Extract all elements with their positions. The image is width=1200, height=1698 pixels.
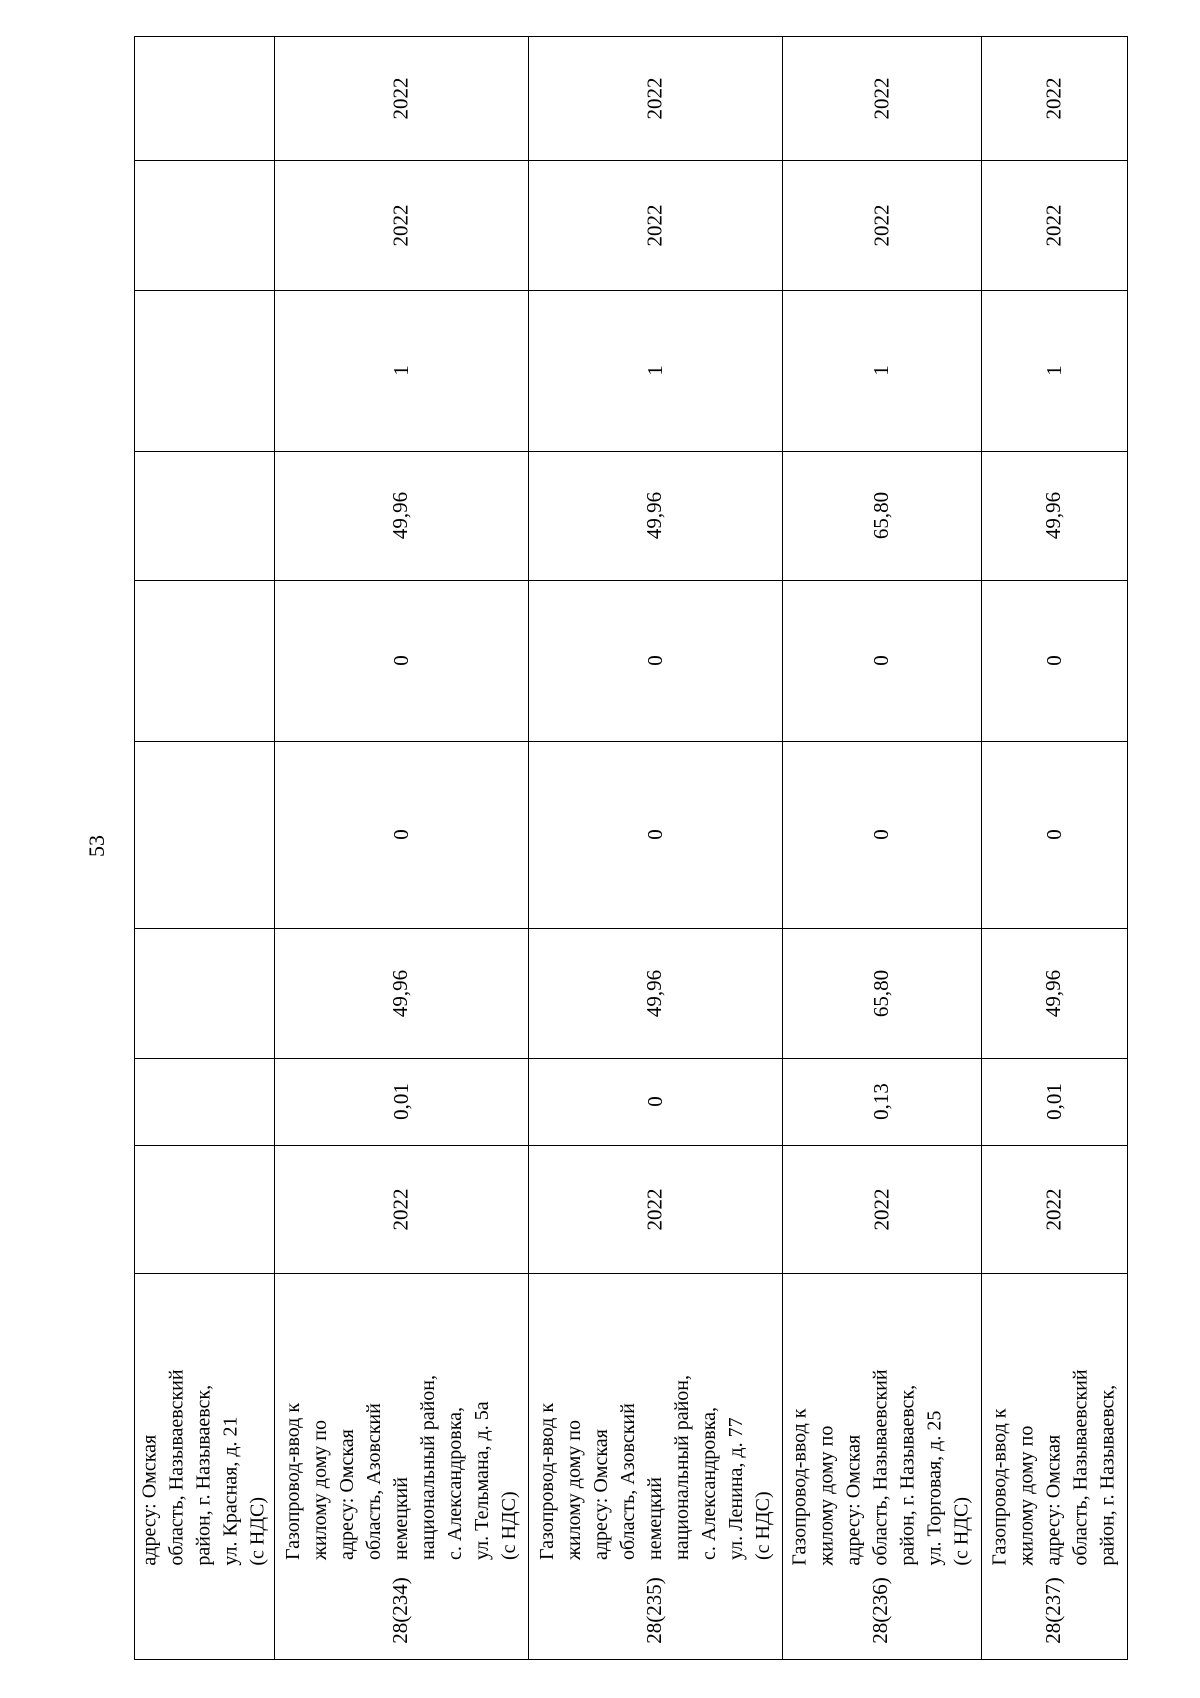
- row-id: 28(237): [1040, 1576, 1065, 1644]
- cell-value: [981, 451, 1127, 580]
- description-text: Газопровод-ввод к жилому дому по адресу: Омская область, Называевский район, г. Называевск, ул. Торговая, д. 25 (с НДС): [788, 1368, 973, 1566]
- description-text: Газопровод-ввод к жилому дому по адресу: Омская область, Азовский немецкий национальный район, с. Александровка, ул. Тельмана, д. 5а (с НДС): [281, 1374, 520, 1560]
- value-text: 49,96: [1041, 491, 1066, 540]
- year-text: 2022: [642, 77, 667, 120]
- cell-value: [782, 451, 981, 580]
- cell-value: [528, 928, 782, 1058]
- description-text: Газопровод-ввод к жилому дому по адресу: Омская область, Называевский район, г. Называевск,: [988, 1368, 1119, 1566]
- cell-value: [782, 1058, 981, 1145]
- cell-value: [274, 451, 528, 580]
- year-text: 2022: [642, 204, 667, 246]
- cell-value: [782, 580, 981, 741]
- cell-value: [782, 928, 981, 1058]
- cell-year: [981, 1145, 1127, 1273]
- cell-value: [981, 741, 1127, 928]
- year-text: 2022: [642, 1188, 667, 1230]
- value-text: 0: [642, 829, 667, 840]
- value-text: 65,80: [869, 969, 893, 1017]
- row-id: 28(236): [868, 1576, 892, 1644]
- value-text: 49,96: [388, 969, 413, 1017]
- description-text: адресу: Омская область, Называевский район, г. Называевск, ул. Красная, д. 21 (с НДС): [139, 1368, 270, 1566]
- cell-year: [274, 37, 528, 160]
- row-id-cell: [273, 1560, 527, 1660]
- cell-year: [528, 1145, 782, 1273]
- row-id-cell: [781, 1560, 980, 1660]
- cell-value: [981, 580, 1127, 741]
- value-text: 49,96: [388, 491, 413, 540]
- value-text: 65,80: [869, 491, 893, 540]
- cell-value: [274, 741, 528, 928]
- year-text: 2022: [1041, 77, 1066, 120]
- cell-value: [274, 1058, 528, 1145]
- value-text: 0: [388, 655, 413, 666]
- cell-year: [782, 160, 981, 290]
- cell-value: [528, 741, 782, 928]
- cell-year: [528, 160, 782, 290]
- year-text: 2022: [1041, 204, 1066, 246]
- value-text: 1: [869, 365, 893, 376]
- year-text: 2022: [869, 1188, 893, 1230]
- year-text: 2022: [869, 77, 893, 120]
- cell-year: [528, 37, 782, 160]
- value-text: 1: [1041, 365, 1066, 376]
- value-text: 0,01: [388, 1083, 413, 1120]
- value-text: 0: [388, 829, 413, 840]
- cell-year: [782, 37, 981, 160]
- cell-value: [981, 1058, 1127, 1145]
- cell-value: [981, 290, 1127, 451]
- value-text: 1: [642, 365, 667, 376]
- row-id: 28(234): [387, 1576, 412, 1644]
- cell-year: [981, 160, 1127, 290]
- cell-year: [782, 1145, 981, 1273]
- cell-value: [981, 928, 1127, 1058]
- value-text: 0: [869, 655, 893, 666]
- value-text: 0: [869, 829, 893, 840]
- description-text: Газопровод-ввод к жилому дому по адресу: Омская область, Азовский немецкий национальный район, с. Александровка, ул. Ленина, д. 77 (с НДС): [535, 1374, 774, 1560]
- page-number: 53: [84, 835, 109, 857]
- year-text: 2022: [1041, 1188, 1066, 1230]
- table-row-0-description: [135, 1273, 274, 1661]
- row-id-cell: [980, 1560, 1126, 1660]
- cell-value: [274, 290, 528, 451]
- value-text: 49,96: [642, 491, 667, 540]
- year-text: 2022: [869, 204, 893, 246]
- cell-value: [528, 451, 782, 580]
- value-text: 49,96: [1041, 969, 1066, 1017]
- value-text: 0: [642, 1096, 667, 1107]
- cell-value: [528, 290, 782, 451]
- value-text: 1: [388, 365, 413, 376]
- value-text: 0: [1041, 829, 1066, 840]
- value-text: 0,01: [1041, 1083, 1066, 1120]
- cell-year: [274, 160, 528, 290]
- cell-year: [274, 1145, 528, 1273]
- value-text: 0: [642, 655, 667, 666]
- year-text: 2022: [388, 204, 413, 246]
- cell-year: [981, 37, 1127, 160]
- cell-value: [528, 1058, 782, 1145]
- year-text: 2022: [388, 1188, 413, 1230]
- cell-value: [274, 580, 528, 741]
- row-id: 28(235): [641, 1576, 666, 1644]
- row-id-cell: [527, 1560, 781, 1660]
- value-text: 0,13: [869, 1083, 893, 1120]
- cell-value: [782, 290, 981, 451]
- cell-value: [274, 928, 528, 1058]
- cell-value: [528, 580, 782, 741]
- data-table: [134, 36, 1128, 1660]
- year-text: 2022: [388, 77, 413, 120]
- cell-value: [782, 741, 981, 928]
- value-text: 49,96: [642, 969, 667, 1017]
- value-text: 0: [1041, 655, 1066, 666]
